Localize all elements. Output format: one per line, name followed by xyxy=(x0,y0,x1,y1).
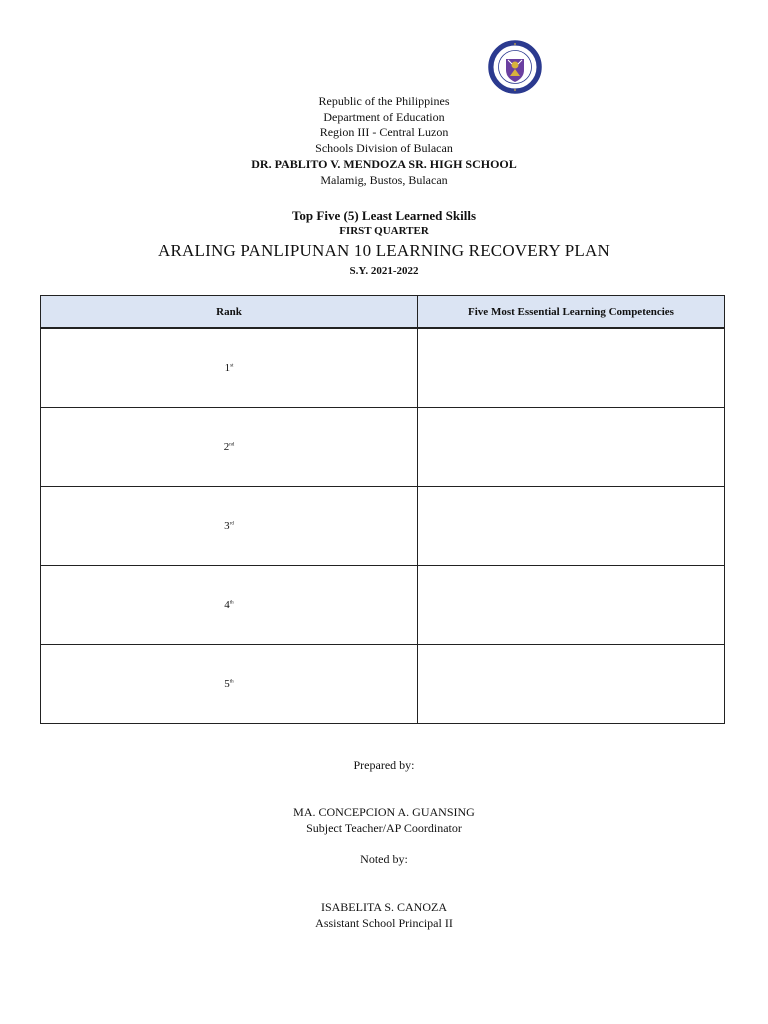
rank-suffix: th xyxy=(229,679,234,685)
competency-cell xyxy=(418,566,725,645)
prepared-by-label: Prepared by: xyxy=(353,758,415,772)
rank-number: 1 xyxy=(224,362,231,374)
table-row xyxy=(41,487,725,566)
rank-number: 5 xyxy=(224,678,230,690)
rank-number: 3 xyxy=(224,520,230,532)
table-row xyxy=(41,408,725,487)
division-line: Schools Division of Bulacan xyxy=(315,141,453,156)
noted-by-label: Noted by: xyxy=(360,852,408,866)
table-header-row xyxy=(41,296,725,329)
competency-cell xyxy=(418,487,725,566)
deped-seal-icon xyxy=(488,40,542,94)
school-year: S.Y. 2021-2022 xyxy=(349,265,419,277)
rank-suffix: th xyxy=(229,600,234,606)
school-name: DR. PABLITO V. MENDOZA SR. HIGH SCHOOL xyxy=(251,156,517,171)
letterhead xyxy=(0,94,768,188)
table-row xyxy=(41,645,725,724)
document-title: ARALING PANLIPUNAN 10 LEARNING RECOVERY PLAN xyxy=(158,241,610,260)
country-line: Republic of the Philippines xyxy=(318,94,450,108)
competency-cell xyxy=(418,328,725,408)
rank-cell xyxy=(41,487,418,566)
rank-cell xyxy=(41,328,418,408)
rank-suffix: nd xyxy=(229,442,235,448)
rank-cell xyxy=(41,645,418,724)
rank-suffix: rd xyxy=(229,521,234,527)
region-line: Region III - Central Luzon xyxy=(319,125,449,140)
table-row xyxy=(41,566,725,645)
rank-number: 4 xyxy=(224,599,230,611)
department-line: Department of Education xyxy=(323,109,445,124)
competency-table xyxy=(40,295,725,724)
school-address: Malamig, Bustos, Bulacan xyxy=(320,172,448,187)
document-subtitle: Top Five (5) Least Learned Skills xyxy=(291,208,477,223)
rank-column-header: Rank xyxy=(41,296,418,329)
rank-number: 2 xyxy=(223,441,230,453)
preparer-position: Subject Teacher/AP Coordinator xyxy=(306,821,462,835)
noter-name: ISABELITA S. CANOZA xyxy=(320,900,448,914)
table-row xyxy=(41,328,725,408)
competency-cell xyxy=(418,408,725,487)
preparer-name: MA. CONCEPCION A. GUANSING xyxy=(293,805,475,819)
competency-cell xyxy=(418,645,725,724)
competency-column-header: Five Most Essential Learning Competencies xyxy=(418,296,725,329)
noter-position: Assistant School Principal II xyxy=(315,916,453,930)
rank-cell xyxy=(41,566,418,645)
quarter-label: FIRST QUARTER xyxy=(339,225,429,237)
rank-suffix: st xyxy=(230,363,234,369)
rank-cell xyxy=(41,408,418,487)
